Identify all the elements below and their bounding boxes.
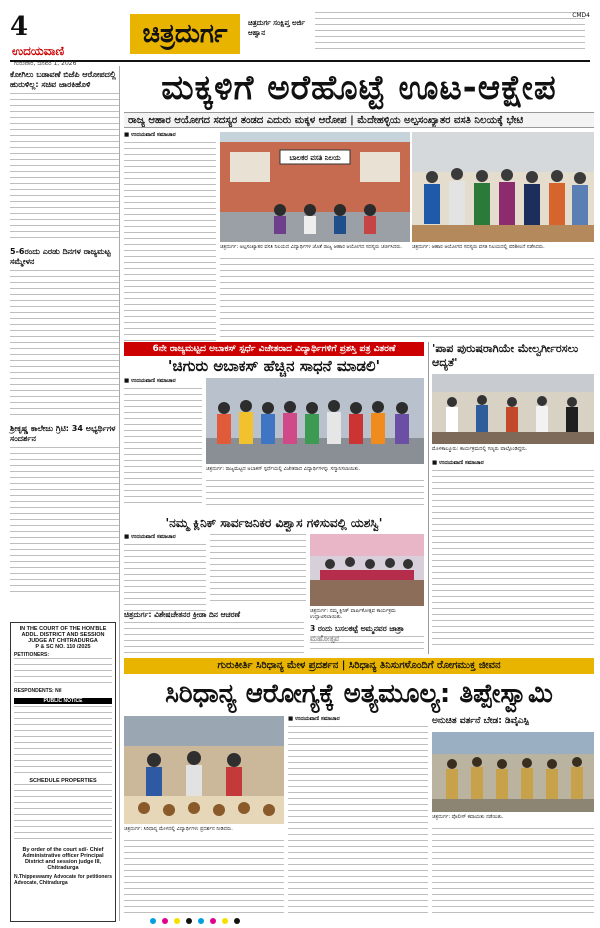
millet-photo <box>124 716 284 824</box>
court-notice <box>10 622 116 922</box>
left-story-2-body <box>10 270 119 420</box>
inspection-photo-image <box>412 132 594 242</box>
hostel-photo <box>220 132 410 242</box>
advocate: N.Thippeswamy Advocate for petitioners Advocate, Chitradurga <box>14 874 112 886</box>
masthead <box>10 12 590 67</box>
page-code: CMD4 <box>572 12 590 19</box>
bottom-body-2 <box>124 840 284 914</box>
abacus-byline: ■ ಉದಯವಾಣಿ ಸಮಾಚಾರ <box>124 378 176 384</box>
police-caption: ಚಿತ್ರದುರ್ಗ: ಪೊಲೀಸ್ ಕವಾಯತು ನಡೆಯಿತು. <box>432 814 504 820</box>
inspection-photo <box>412 132 594 242</box>
millet-photo-image <box>124 716 284 824</box>
abacus-photo-image <box>206 378 424 464</box>
main-byline: ■ ಉದಯವಾಣಿ ಸಮಾಚಾರ <box>124 132 176 138</box>
papa-photo <box>432 374 594 444</box>
respondents-label: RESPONDENTS: Nil <box>14 688 62 694</box>
papa-caption: ಮೊಳಕಾಲ್ಮೂರು: ಕಾರ್ಯಕ್ರಮದಲ್ಲಿ ಗಣ್ಯರು ಪಾಲ್ಗೊಂಡಿದ್ದರು. <box>432 446 528 452</box>
clinic-headline: 'ನಮ್ಮ ಕ್ಲಿನಿಕ್ ಸಾರ್ವಜನಿಕರ ವಿಶ್ವಾಸ ಗಳಿಸುವಲ್ಲಿ ಯಶಸ್ವಿ' <box>165 516 383 530</box>
bottom-col <box>288 716 428 916</box>
clinic-caption: ಚಿತ್ರದುರ್ಗ: ನಮ್ಮ ಕ್ಲಿನಿಕ್ ವಾರ್ಷಿಕೋತ್ಸವ ಕಾರ್ಯಕ್ರಮ ಉದ್ಘಾಟಿಸಲಾಯಿತು. <box>310 608 396 620</box>
main-story-col-1 <box>124 132 216 347</box>
page-number: 4 <box>10 12 29 42</box>
abacus-body-2 <box>206 480 424 510</box>
clinic-body <box>124 544 206 614</box>
left-story-2-head: 5-6ರಂದು ಎರಡು ದಿನಗಳ ರಾಜ್ಯಮಟ್ಟ ಸಮ್ಮೇಳನ <box>10 247 111 266</box>
clinic-col <box>124 534 206 614</box>
abacus-caption: ಚಿತ್ರದುರ್ಗ: ರಾಜ್ಯಮಟ್ಟದ ಅಬಾಕಸ್ ಸ್ಪರ್ಧೆಯಲ್ಲಿ ವಿಜೇತರಾದ ವಿದ್ಯಾರ್ಥಿಗಳನ್ನು ಸನ್ಮಾನಿಸಲಾಯಿತು. <box>206 466 361 472</box>
small-body-1 <box>124 622 304 654</box>
court-title: IN THE COURT OF THE HON'BLE ADDL. DISTRICT AND SESSION JUDGE AT CHITRADURGA <box>19 626 107 644</box>
public-notice-body <box>14 706 112 776</box>
schedule-title: SCHEDULE PROPERTIES <box>29 778 97 784</box>
small-head-3: ಅನುಚಿತ ವರ್ತನೆ ಬೇಡ: ಡಿವೈಎಸ್ಪಿ <box>432 716 529 726</box>
public-notice-label: PUBLIC NOTICE <box>14 698 112 704</box>
paper-name: ಉದಯವಾಣಿ <box>12 44 65 58</box>
millet-caption: ಚಿತ್ರದುರ್ಗ: ಸಿರಿಧಾನ್ಯ ಮೇಳದಲ್ಲಿ ವಿದ್ಯಾರ್ಥಿಗಳು ಪ್ರದರ್ಶನ ನೀಡಿದರು. <box>124 826 233 832</box>
abacus-headline: 'ಚಿಗುರು ಅಬಾಕಸ್ ಹೆಚ್ಚಿನ ಸಾಧನೆ ಮಾಡಲಿ' <box>167 357 381 375</box>
hostel-photo-image <box>220 132 410 242</box>
papa-photo-image <box>432 374 594 444</box>
masthead-brief <box>315 12 585 54</box>
left-story-1-head: ಕೋಗಿಲು ಬಡಾವಣೆ ಬಿಜೆಪಿ ಆರೋಪದಲ್ಲಿ ಹುರುಳಿಲ್ಲ: ಸಚಿವ ಜಾರಕಿಹೊಳಿ <box>10 70 116 89</box>
police-photo-image <box>432 732 594 812</box>
hostel-sign: ಬಾಲಕರ ವಸತಿ ನಿಲಯ <box>289 154 341 162</box>
date-line: ಗುರುವಾರ, ಜನವರಿ 1, 2026 <box>14 60 77 67</box>
petitioner-label: PETITIONERS: <box>14 652 50 658</box>
clinic-byline: ■ ಉದಯವಾಣಿ ಸಮಾಚಾರ <box>124 534 176 540</box>
abacus-photo <box>206 378 424 464</box>
bottom-banner: ಗುರುಕೀರ್ತಿ ಸಿರಿಧಾನ್ಯ ಮೇಳ ಪ್ರದರ್ಶನ | ಸಿರಿಧಾನ್ಯ ತಿನಿಸುಗಳೊಂದಿಗೆ ರೋಗಮುಕ್ತ ಜೀವನ <box>124 658 594 674</box>
registration-marks <box>150 918 450 924</box>
abacus-body <box>124 388 202 508</box>
case-number: P & SC NO. 110 /2025 <box>35 644 91 650</box>
left-column <box>10 66 120 921</box>
abacus-col <box>124 378 202 508</box>
schedule-body <box>14 784 112 844</box>
clinic-photo-image <box>310 534 424 606</box>
photo2-caption: ಚಿತ್ರದುರ್ಗ: ಆಹಾರ ಆಯೋಗದ ಸದಸ್ಯರು ವಸತಿ ನಿಲಯದಲ್ಲಿ ಪರಿಶೀಲನೆ ನಡೆಸಿದರು. <box>412 244 545 250</box>
small-head-2: 3 ರಂದು ಬಸಲಕಟ್ಟೆ ಅಮ್ಮನವರ ಜಾತ್ರಾ <box>310 624 404 633</box>
bottom-body <box>288 726 428 916</box>
main-subhead: ರಾಜ್ಯ ಆಹಾರ ಆಯೋಗದ ಸದಸ್ಯರ ತಂಡದ ಎದುರು ಮಕ್ಕಳ ಆರೋಪ | ಮೆದೇಹಳ್ಳಿಯ ಅಲ್ಪಸಂಖ್ಯಾತರ ವಸತಿ ನಿಲಯಕ್ಕೆ ಭೇಟಿ <box>124 112 594 128</box>
signatory: By order of the court sd/- Chief Administrative officer Principal District and session judge III, Chitradurga <box>22 847 104 871</box>
main-headline: ಮಕ್ಕಳಿಗೆ ಅರೆಹೊಟ್ಟೆ ಊಟ-ಆಕ್ಷೇಪ <box>161 68 557 108</box>
small-body-2 <box>310 636 424 654</box>
clinic-photo <box>310 534 424 606</box>
police-body <box>432 828 594 914</box>
main-body-1 <box>124 142 216 347</box>
police-photo <box>432 732 594 812</box>
main-body-2 <box>220 258 594 338</box>
papa-headline: 'ಪಾಪ ಪುರುಷರಾಗಿಯೇ ಮೇಲ್ವರ್ಗೀರಸಲು ಆದ್ಯತೆ' <box>432 342 579 369</box>
left-story-3-head: ಶ್ರೀಕೃಷ್ಣ ಕಾಲೇಜು ಗ್ರಿಟಿ: 34 ಅಭ್ಯರ್ಥಿಗಳ ಸಂದರ್ಶನ <box>10 424 116 443</box>
left-story-1-body <box>10 93 119 243</box>
left-story-3-body <box>10 447 119 597</box>
abacus-banner: 6ನೇ ರಾಜ್ಯಮಟ್ಟದ ಅಬಾಕಸ್ ಸ್ಪರ್ಧೆ ವಿಜೇತರಾದ ವಿದ್ಯಾರ್ಥಿಗಳಿಗೆ ಪ್ರಶಸ್ತಿ ಪತ್ರ ವಿತರಣೆ <box>124 342 424 356</box>
photo1-caption: ಚಿತ್ರದುರ್ಗ: ಅಲ್ಪಸಂಖ್ಯಾತರ ವಸತಿ ನಿಲಯದ ವಿದ್ಯಾರ್ಥಿಗಳ ಜೊತೆ ರಾಜ್ಯ ಆಹಾರ ಆಯೋಗದ ಸದಸ್ಯರು ಚರ್ಚಿಸಿದರು. <box>220 244 403 250</box>
papa-byline: ■ ಉದಯವಾಣಿ ಸಮಾಚಾರ <box>432 460 484 466</box>
clinic-body-2 <box>210 534 306 606</box>
column-rule <box>428 342 429 654</box>
bottom-byline: ■ ಉದಯವಾಣಿ ಸಮಾಚಾರ <box>288 716 340 722</box>
city-tag: ಚಿತ್ರದುರ್ಗ ಸಂಕ್ಷಿಪ್ತ ಅರ್ಜಿ ಆಹ್ವಾನ <box>248 19 305 37</box>
papa-col <box>432 460 594 648</box>
petitioner-body <box>14 658 112 688</box>
papa-body <box>432 470 594 648</box>
bottom-headline: ಸಿರಿಧಾನ್ಯ ಆರೋಗ್ಯಕ್ಕೆ ಅತ್ಯಮೂಲ್ಯ: ತಿಪ್ಪೇಸ್ವಾಮಿ <box>165 679 553 709</box>
city-title: ಚಿತ್ರದುರ್ಗ <box>130 14 240 54</box>
small-head-1: ಚಿತ್ರದುರ್ಗ: ವಿಶೇಷಚೇತನರ ಕ್ರೀಡಾ ದಿನ ಆಚರಣೆ <box>124 610 241 619</box>
